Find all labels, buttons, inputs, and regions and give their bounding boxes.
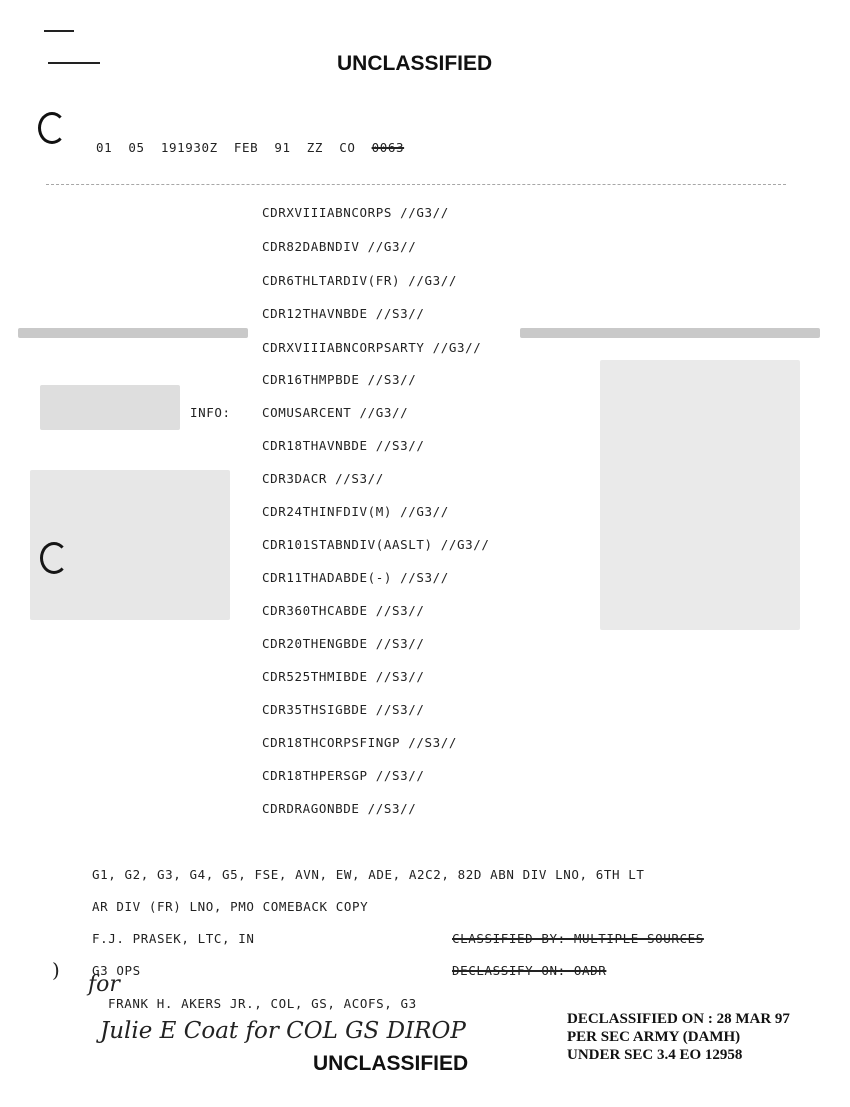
handwritten-signature: Julie E Coat for COL GS DIROP <box>100 1018 466 1044</box>
addressee-info: CDR18THAVNBDE //S3// <box>262 438 425 453</box>
dtg-field: 191930Z <box>160 140 218 155</box>
addressee-info: COMUSARCENT //G3// <box>262 405 409 420</box>
dtg-field: 05 <box>128 140 145 155</box>
dotted-separator <box>46 184 786 185</box>
addressee-to: CDRXVIIIABNCORPSARTY //G3// <box>262 340 482 355</box>
addressee-info: CDR101STABNDIV(AASLT) //G3// <box>262 537 490 552</box>
addressee-info: CDR11THADABDE(-) //S3// <box>262 570 449 585</box>
dtg-field: CO <box>339 140 356 155</box>
punch-hole-top <box>38 112 66 144</box>
addressee-to: CDR82DABNDIV //G3// <box>262 239 417 254</box>
scan-noise-left-upper <box>18 328 248 338</box>
dtg-line <box>96 140 404 155</box>
distribution-line: AR DIV (FR) LNO, PMO COMEBACK COPY <box>92 899 369 914</box>
addressee-info: CDR3DACR //S3// <box>262 471 384 486</box>
addressee-info: CDR18THPERSGP //S3// <box>262 768 425 783</box>
info-label: INFO: <box>190 405 231 420</box>
addressee-info: CDRDRAGONBDE //S3// <box>262 801 417 816</box>
addressee-info: CDR24THINFDIV(M) //G3// <box>262 504 449 519</box>
distribution-line: G1, G2, G3, G4, G5, FSE, AVN, EW, ADE, A2C2, 82D ABN DIV LNO, 6TH LT <box>92 867 645 882</box>
dtg-field: 01 <box>96 140 113 155</box>
dtg-field: ZZ <box>306 140 324 155</box>
scan-noise-right-upper <box>520 328 820 338</box>
addressee-to: CDR16THMPBDE //S3// <box>262 372 417 387</box>
for-mark: for <box>88 972 120 997</box>
dtg-field: FEB <box>233 140 259 155</box>
classified-by: CLASSIFIED BY: MULTIPLE SOURCES <box>452 931 704 946</box>
addressee-to: CDR6THLTARDIV(FR) //G3// <box>262 273 458 288</box>
corner-mark <box>44 30 74 32</box>
scan-noise-left-info <box>40 385 180 430</box>
addressee-info: CDR18THCORPSFINGP //S3// <box>262 735 458 750</box>
addressee-info: CDR525THMIBDE //S3// <box>262 669 425 684</box>
corner-underline <box>48 62 100 64</box>
releaser-line: FRANK H. AKERS JR., COL, GS, ACOFS, G3 <box>108 996 417 1011</box>
scan-noise-left-lower <box>30 470 230 620</box>
addressee-to: CDR12THAVNBDE //S3// <box>262 306 425 321</box>
drafter-office: G3 OPS <box>92 963 141 978</box>
classification-footer: UNCLASSIFIED <box>313 1052 469 1075</box>
declass-authority: PER SEC ARMY (DAMH) <box>567 1029 741 1045</box>
declass-date: DECLASSIFIED ON : 28 MAR 97 <box>567 1011 790 1027</box>
addressee-to: CDRXVIIIABNCORPS //G3// <box>262 205 449 220</box>
scan-noise-right-block <box>600 360 800 630</box>
addressee-info: CDR35THSIGBDE //S3// <box>262 702 425 717</box>
addressee-info: CDR20THENGBDE //S3// <box>262 636 425 651</box>
declassify-on: DECLASSIFY ON: OADR <box>452 963 607 978</box>
margin-mark: ) <box>52 958 60 982</box>
declass-regulation: UNDER SEC 3.4 EO 12958 <box>567 1047 743 1063</box>
classification-header: UNCLASSIFIED <box>337 52 493 75</box>
drafter-name: F.J. PRASEK, LTC, IN <box>92 931 255 946</box>
addressee-info: CDR360THCABDE //S3// <box>262 603 425 618</box>
dtg-field: 91 <box>274 140 291 155</box>
declassification-stamp <box>567 1010 790 1064</box>
struck-serial: 0063 <box>371 140 405 155</box>
